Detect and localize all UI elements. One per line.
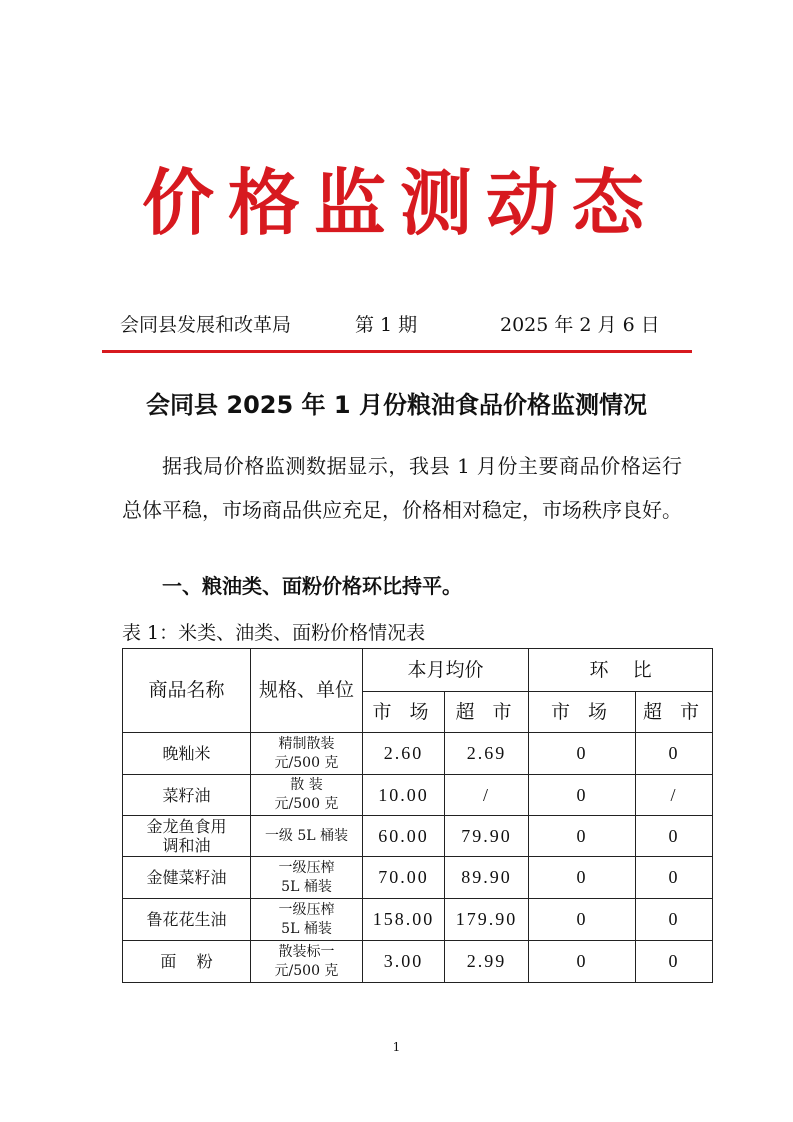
cell-avg-supermarket: 89.90	[445, 857, 529, 899]
table-header-row	[123, 649, 713, 692]
cell-spec: 一级 5L 桶装	[251, 816, 363, 857]
cell-spec	[251, 857, 363, 899]
cell-avg-market: 60.00	[363, 816, 445, 857]
cell-item-name: 晚籼米	[123, 733, 251, 775]
cell-mom-supermarket: 0	[636, 899, 713, 941]
cell-mom-supermarket: 0	[636, 733, 713, 775]
name-line: 金龙鱼食用	[146, 817, 227, 836]
cell-avg-supermarket: 2.99	[445, 941, 529, 983]
issue-number: 第 1 期	[355, 314, 418, 336]
cell-mom-supermarket: 0	[636, 857, 713, 899]
issue-date: 2025 年 2 月 6 日	[500, 314, 660, 336]
cell-avg-market: 10.00	[363, 775, 445, 816]
spec-line: 散 装	[290, 777, 323, 793]
cell-mom-supermarket: /	[636, 775, 713, 816]
table-row	[123, 733, 713, 775]
table-caption: 表 1：米类、油类、面粉价格情况表	[122, 622, 426, 644]
spec-line: 元/500 克	[274, 796, 339, 812]
cell-item-name: 菜籽油	[123, 775, 251, 816]
table-row	[123, 857, 713, 899]
document-title: 会同县 2025 年 1 月份粮油食品价格监测情况	[146, 391, 647, 419]
price-table	[122, 648, 713, 983]
spec-line: 5L 桶装	[281, 920, 332, 937]
cell-mom-supermarket: 0	[636, 941, 713, 983]
header-spec-unit: 规格、单位	[251, 649, 363, 733]
spec-line: 元/500 克	[274, 754, 339, 771]
cell-item-name	[123, 816, 251, 857]
spec-line: 精制散装	[278, 735, 335, 752]
cell-item-name: 鲁花花生油	[123, 899, 251, 941]
header-avg-supermarket: 超 市	[445, 692, 529, 733]
header-mom-market: 市 场	[529, 692, 636, 733]
cell-avg-supermarket: 2.69	[445, 733, 529, 775]
cell-avg-supermarket: 179.90	[445, 899, 529, 941]
table-row	[123, 899, 713, 941]
cell-mom-market: 0	[529, 857, 636, 899]
cell-spec	[251, 775, 363, 816]
cell-mom-market: 0	[529, 941, 636, 983]
header-month-on-month: 环 比	[529, 649, 713, 692]
cell-spec	[251, 899, 363, 941]
masthead-title: 价格监测动态	[141, 161, 658, 245]
cell-avg-market: 2.60	[363, 733, 445, 775]
cell-avg-supermarket: /	[445, 775, 529, 816]
name-line: 调和油	[162, 836, 211, 855]
intro-paragraph: 据我局价格监测数据显示，我县 1 月份主要商品价格运行总体平稳，市场商品供应充足，价格相对稳定，市场秩序良好。	[122, 454, 682, 522]
table-row	[123, 816, 713, 857]
spec-line: 一级压榨	[278, 859, 335, 876]
spec-line: 一级压榨	[278, 901, 335, 918]
cell-mom-supermarket: 0	[636, 816, 713, 857]
header-monthly-average: 本月均价	[363, 649, 529, 692]
cell-mom-market: 0	[529, 733, 636, 775]
page-number: 1	[392, 1040, 401, 1054]
cell-avg-market: 70.00	[363, 857, 445, 899]
header-mom-supermarket: 超 市	[636, 692, 713, 733]
cell-item-name: 金健菜籽油	[123, 857, 251, 899]
cell-item-name: 面 粉	[123, 941, 251, 983]
table-row	[123, 941, 713, 983]
cell-spec	[251, 941, 363, 983]
cell-mom-market: 0	[529, 816, 636, 857]
header-item-name: 商品名称	[123, 649, 251, 733]
header-avg-market: 市 场	[363, 692, 445, 733]
masthead-divider	[102, 350, 692, 353]
spec-line: 5L 桶装	[281, 878, 332, 895]
cell-avg-market: 3.00	[363, 941, 445, 983]
cell-avg-supermarket: 79.90	[445, 816, 529, 857]
cell-mom-market: 0	[529, 899, 636, 941]
issue-meta-row	[120, 310, 680, 336]
table-row	[123, 775, 713, 816]
issuing-organization: 会同县发展和改革局	[120, 314, 292, 336]
cell-avg-market: 158.00	[363, 899, 445, 941]
cell-spec	[251, 733, 363, 775]
cell-mom-market: 0	[529, 775, 636, 816]
spec-line: 元/500 克	[274, 962, 339, 979]
section-heading: 一、粮油类、面粉价格环比持平。	[162, 574, 462, 598]
spec-line: 散装标一	[278, 943, 335, 960]
